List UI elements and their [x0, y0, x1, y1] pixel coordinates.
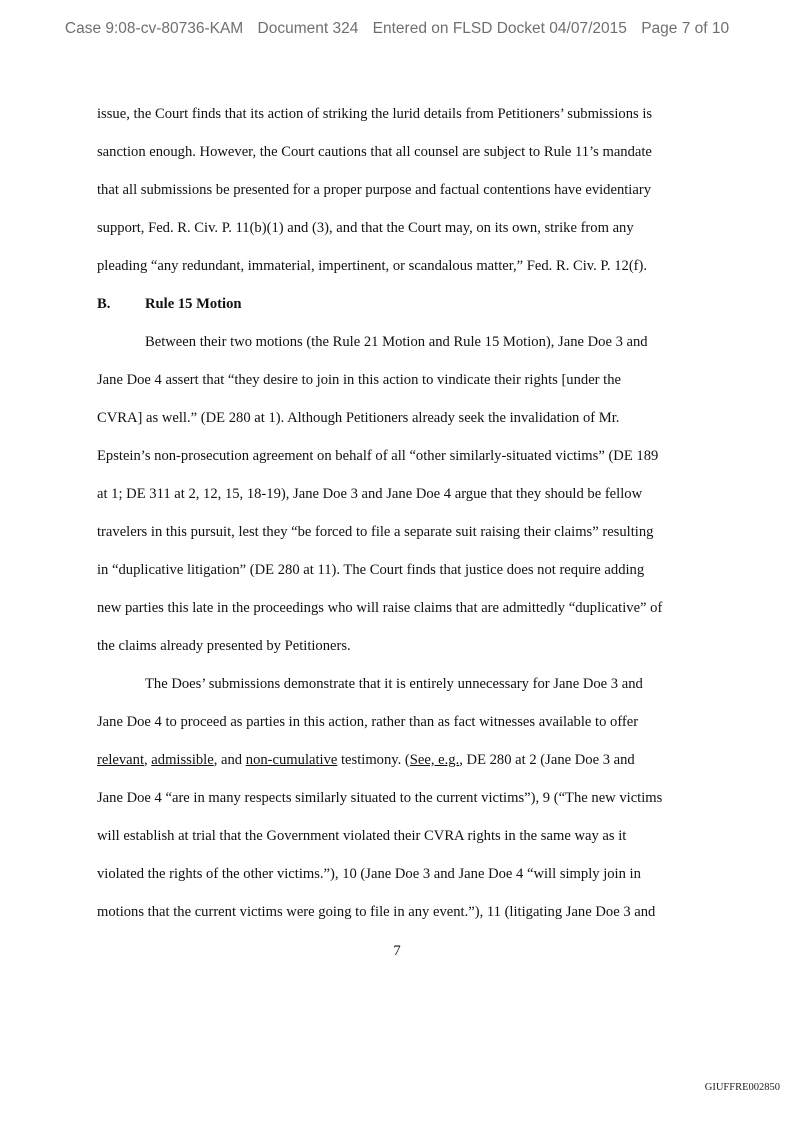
underlined-admissible: admissible	[151, 752, 214, 768]
text-fragment: ,	[144, 752, 152, 768]
text-fragment: testimony. (	[337, 752, 410, 768]
text-line: issue, the Court finds that its action of striking the lurid details from Petitioners’ submissions is	[97, 106, 653, 122]
text-line: pleading “any redundant, immaterial, impertinent, or scandalous matter,” Fed. R. Civ. P. 12(f).	[97, 258, 648, 274]
text-line: Epstein’s non-prosecution agreement on behalf of all “other similarly-situated victims” (DE 189	[97, 448, 659, 464]
text-line: CVRA] as well.” (DE 280 at 1). Although Petitioners already seek the invalidation of Mr.	[97, 410, 620, 426]
text-line: will establish at trial that the Government violated their CVRA rights in the same way as it	[97, 828, 627, 844]
case-number: Case 9:08-cv-80736-KAM	[64, 20, 244, 37]
document-body	[97, 95, 717, 931]
underlined-relevant: relevant	[97, 752, 144, 768]
text-line-underlined	[97, 741, 717, 779]
text-line: support, Fed. R. Civ. P. 11(b)(1) and (3), and that the Court may, on its own, strike from any	[97, 220, 634, 236]
text-line: at 1; DE 311 at 2, 12, 15, 18-19), Jane Doe 3 and Jane Doe 4 argue that they should be fellow	[97, 486, 643, 502]
page-number: 7	[393, 943, 401, 959]
text-line: Jane Doe 4 to proceed as parties in this action, rather than as fact witnesses available to offer	[97, 714, 639, 730]
text-line: new parties this late in the proceedings who will raise claims that are admittedly “duplicative” of	[97, 600, 663, 616]
text-line: that all submissions be presented for a proper purpose and factual contentions have evidentiary	[97, 182, 651, 198]
text-line: Between their two motions (the Rule 21 Motion and Rule 15 Motion), Jane Doe 3 and	[145, 334, 648, 350]
document-number: Document 324	[257, 20, 359, 37]
underlined-see-eg: See, e.g.	[409, 752, 460, 768]
text-fragment: , DE 280 at 2 (Jane Doe 3 and	[459, 752, 635, 768]
text-line: sanction enough. However, the Court cautions that all counsel are subject to Rule 11’s mandate	[97, 144, 652, 160]
text-line: Jane Doe 4 assert that “they desire to join in this action to vindicate their rights [under the	[97, 372, 622, 388]
underlined-non-cumulative: non-cumulative	[245, 752, 338, 768]
text-line: motions that the current victims were going to file in any event.”), 11 (litigating Jane Doe 3 and	[97, 904, 656, 920]
section-letter: B.	[97, 296, 111, 312]
text-line: travelers in this pursuit, lest they “be forced to file a separate suit raising their claims” resulting	[97, 524, 654, 540]
page-indicator: Page 7 of 10	[641, 20, 730, 37]
paragraph-rule15	[97, 323, 717, 665]
text-line: The Does’ submissions demonstrate that it is entirely unnecessary for Jane Doe 3 and	[145, 676, 643, 692]
text-line: Jane Doe 4 “are in many respects similarly situated to the current victims”), 9 (“The new victims	[97, 790, 663, 806]
text-line: violated the rights of the other victims.”), 10 (Jane Doe 3 and Jane Doe 4 “will simply join in	[97, 866, 641, 882]
paragraph-continuation	[97, 95, 717, 285]
text-fragment: , and	[213, 752, 246, 768]
paragraph-does-submissions	[97, 665, 717, 931]
section-title: Rule 15 Motion	[145, 296, 242, 312]
docket-header	[0, 20, 794, 38]
section-heading	[97, 285, 717, 323]
bates-number: GIUFFRE002850	[704, 1082, 780, 1093]
entered-date: Entered on FLSD Docket 04/07/2015	[372, 20, 627, 37]
text-line: the claims already presented by Petitioners.	[97, 638, 351, 654]
text-line: in “duplicative litigation” (DE 280 at 11). The Court finds that justice does not require adding	[97, 562, 645, 578]
